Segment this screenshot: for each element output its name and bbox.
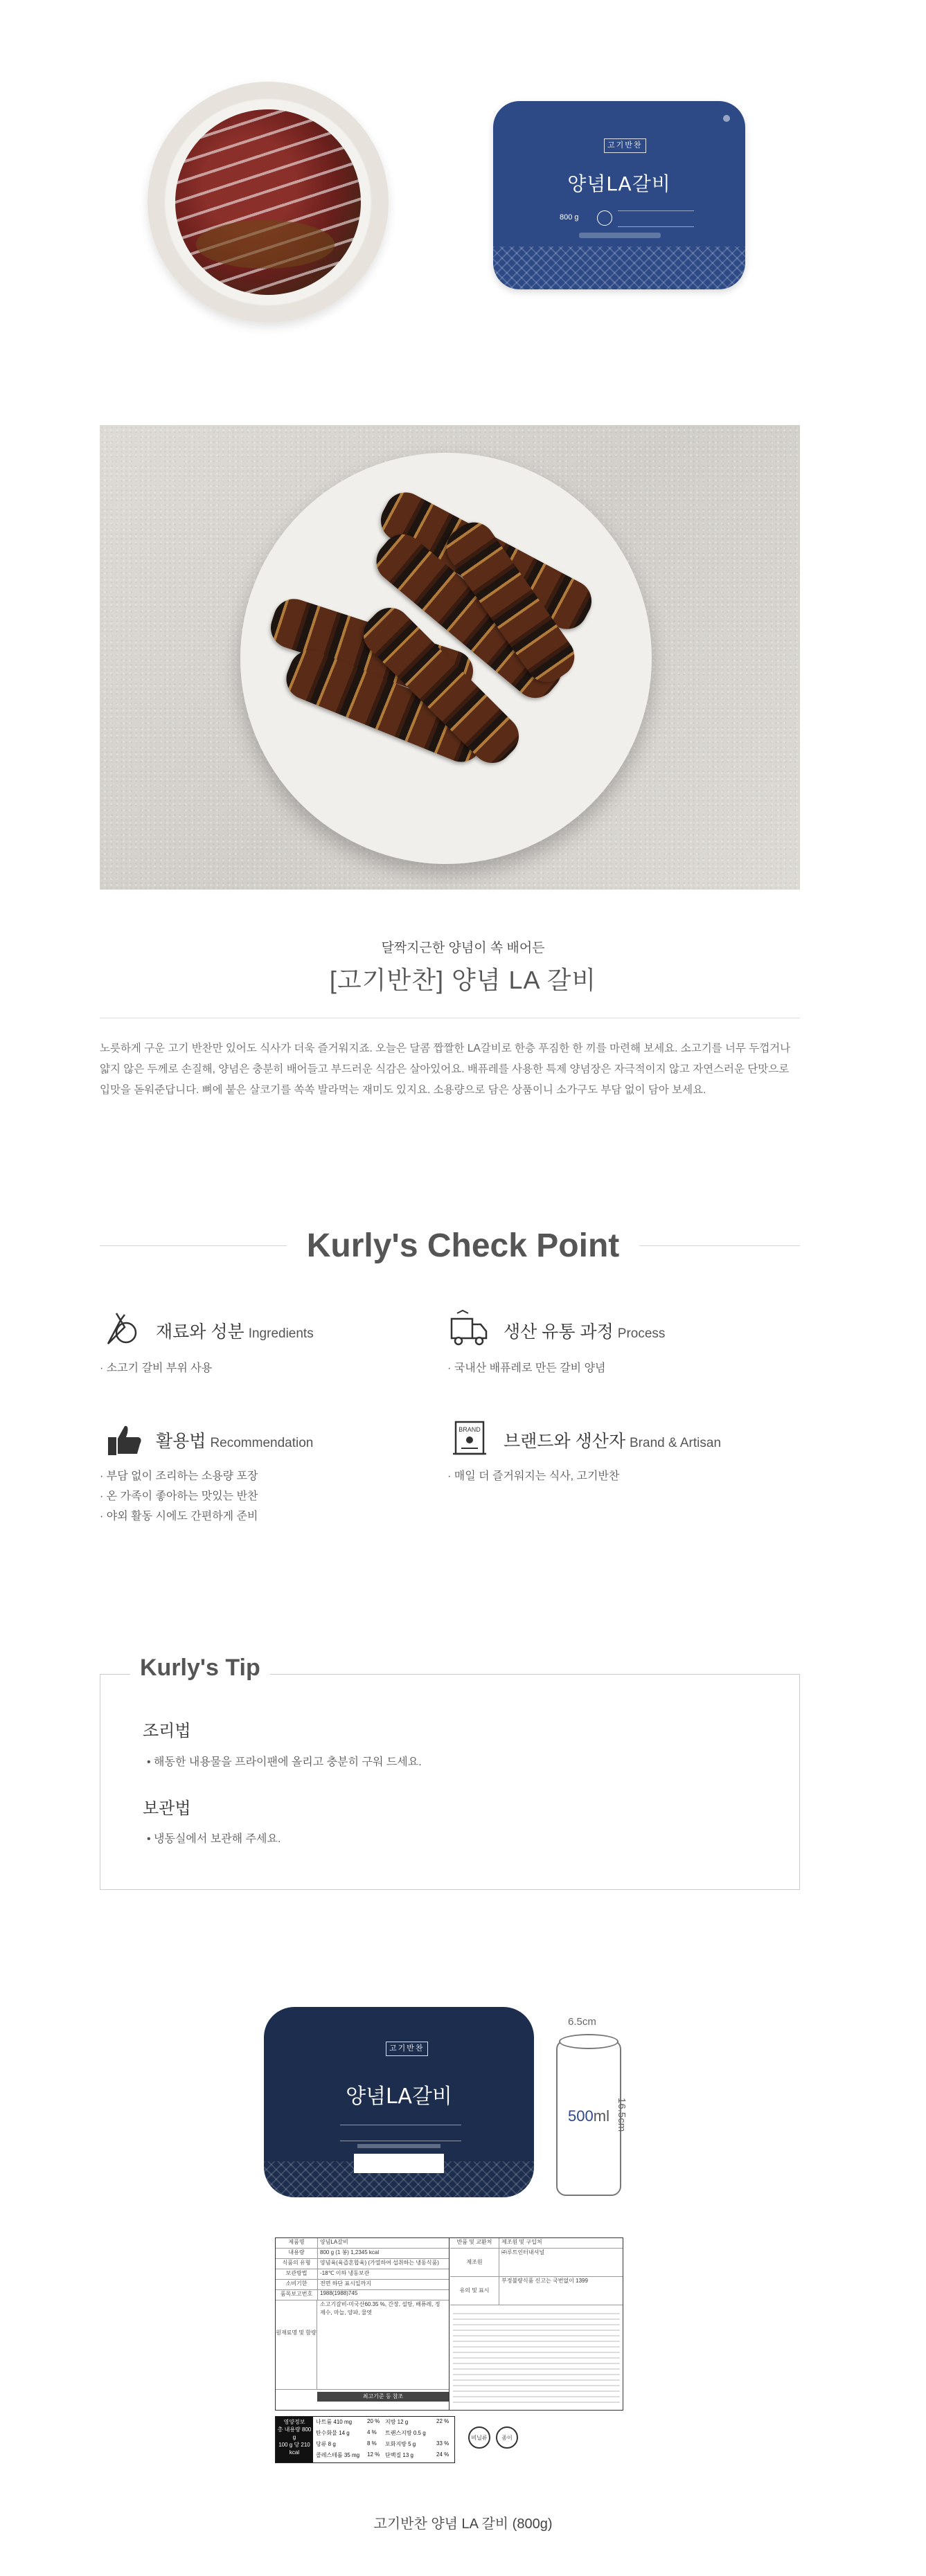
table-row xyxy=(276,2280,449,2290)
checkpoint-heading xyxy=(504,1318,665,1343)
nutrition-title: 영양정보 xyxy=(283,2419,305,2425)
product-title: [고기반찬] 양념 LA 갈비 xyxy=(329,966,597,994)
tip-heading-storage: 보관법 xyxy=(143,1799,191,1818)
recycle-label: 비닐류 xyxy=(471,2435,488,2441)
table-row xyxy=(276,2269,449,2280)
label-value: -18℃ 이하 냉동보관 xyxy=(320,2270,370,2276)
table-row xyxy=(450,2238,623,2249)
product-description: 노릇하게 구운 고기 반찬만 있어도 식사가 더욱 즐거워지죠. 오늘은 달콤 짭짤한 LA갈비로 한층 푸짐한 한 끼를 마련해 보세요. 소고기를 너무 두껍거나 얇지 않은 두께로 손질해, 양념은 충분히 배어들고 부드러운 식감은 살아있어요. 배퓨레를 사용한 특제 양념장은 자극적이지 않고 자연스러운 단맛으로 입맛을 돋워준답니다. 뼈에 붙은 살코기를 쏙쏙 발라먹는 재미도 있지요. 소용량으로 담은 상품이니 소가구도 부담 없이 담아 보세요. xyxy=(100,1043,791,1096)
checkpoint-heading-ko: 활용법 xyxy=(156,1432,206,1451)
tip-heading-cooking: 조리법 xyxy=(143,1722,191,1740)
label-key: 제조원 xyxy=(450,2249,499,2276)
nutrition-percent: 24 % xyxy=(436,2451,449,2458)
product-caption: 고기반찬 양념 LA 갈비 (800g) xyxy=(373,2516,553,2532)
checkpoint-list xyxy=(447,1466,619,1486)
label-value: 소고기갈비-미국산60.35 %, 간장, 설탕, 배퓨레, 정제수, 마늘, 양파, 물엿 xyxy=(320,2301,440,2316)
nutrition-item: 포화지방 5 g xyxy=(385,2441,416,2447)
nutrition-item: 단백질 13 g xyxy=(385,2452,413,2458)
can-height: 16.5cm xyxy=(616,2098,627,2132)
brand-logo-text: 고기반찬 xyxy=(389,2044,425,2053)
table-row xyxy=(276,2259,449,2269)
label-value: 800 g (1 봉) 1,2345 kcal xyxy=(320,2249,380,2255)
nutrition-percent: 8 % xyxy=(367,2440,377,2447)
table-row xyxy=(450,2277,623,2305)
label-key: 품목보고번호 xyxy=(276,2290,318,2300)
label-key: 유의 및 표시 xyxy=(450,2277,499,2305)
package-fine-print xyxy=(618,210,694,227)
checkpoint-heading-ko: 재료와 성분 xyxy=(156,1322,244,1342)
package-image xyxy=(493,101,745,289)
list-item: · 부담 없이 조리하는 소용량 포장 xyxy=(100,1470,258,1482)
checkpoint-heading xyxy=(504,1427,721,1452)
nutrition-item: 트랜스지방 0.5 g xyxy=(385,2430,426,2436)
list-item: · 국내산 배퓨레로 만든 갈비 양념 xyxy=(447,1362,606,1374)
table-row xyxy=(450,2249,623,2277)
table-row xyxy=(276,2300,449,2390)
recycle-label: 종이 xyxy=(501,2435,513,2441)
label-fine-print xyxy=(453,2309,620,2406)
nutrition-percent: 22 % xyxy=(436,2418,449,2424)
package-fine-print xyxy=(579,233,661,238)
nutrition-item: 지방 12 g xyxy=(385,2419,409,2425)
vegetable-icon xyxy=(100,1308,141,1349)
svg-text:BRAND: BRAND xyxy=(458,1426,481,1433)
nutrition-item: 나트륨 410 mg xyxy=(316,2419,353,2425)
checkpoint-heading-en: Ingredients xyxy=(248,1326,314,1341)
can-width: 6.5cm xyxy=(568,2016,596,2028)
label-value: 양념LA갈비 xyxy=(320,2239,348,2245)
product-subtitle: 달짝지근한 양념이 쏙 배어든 xyxy=(381,941,545,955)
brand-logo xyxy=(604,138,646,153)
thumbs-up-icon xyxy=(104,1419,145,1461)
label-key: 소비기한 xyxy=(276,2280,318,2289)
package-title: 양념LA갈비 xyxy=(567,172,671,195)
checkpoint-heading-en: Brand & Artisan xyxy=(630,1436,722,1450)
label-left-column xyxy=(276,2238,449,2410)
brand-logo xyxy=(386,2042,428,2056)
label-key: 제품명 xyxy=(276,2238,318,2248)
checkpoint-title: Kurly's Check Point xyxy=(306,1227,620,1264)
label-key: 식품의 유형 xyxy=(276,2259,318,2269)
checkpoint-heading-en: Process xyxy=(617,1326,666,1341)
nutrition-item: 탄수화물 14 g xyxy=(316,2430,350,2436)
package-dot xyxy=(723,115,730,122)
hero-photo xyxy=(100,425,800,890)
label-key: 원재료명 및 함량 xyxy=(276,2300,317,2389)
table-row xyxy=(276,2249,449,2259)
nutrition-table xyxy=(275,2416,455,2463)
table-row xyxy=(276,2238,449,2249)
can-volume-number: 500 xyxy=(568,2107,594,2125)
nutrition-percent: 20 % xyxy=(367,2418,380,2424)
checkpoint-heading xyxy=(156,1427,313,1452)
package-fine-print xyxy=(357,2144,440,2148)
delivery-truck-icon xyxy=(447,1308,489,1349)
label-value: 제조원 및 구입처 xyxy=(501,2239,542,2245)
label-right-column xyxy=(450,2238,623,2410)
checkpoint-list xyxy=(447,1358,605,1378)
checkpoint-heading-en: Recommendation xyxy=(210,1436,314,1450)
checkpoint-heading xyxy=(156,1318,314,1343)
tip-title: Kurly's Tip xyxy=(130,1655,270,1682)
table-row xyxy=(276,2290,449,2300)
label-value: 1988(1988)745 xyxy=(320,2290,358,2296)
nutrition-kcal: 100 g 당 210 kcal xyxy=(278,2442,310,2456)
label-value: 부정불량식품 신고는 국번없이 1399 xyxy=(501,2278,588,2284)
label-key: 반품 및 교환처 xyxy=(450,2238,499,2248)
package-front-image xyxy=(264,2007,534,2197)
checkpoint-list xyxy=(100,1466,258,1526)
certification-stamp-icon xyxy=(597,210,612,226)
brand-certificate-icon xyxy=(450,1418,492,1459)
brand-logo-text: 고기반찬 xyxy=(607,141,643,150)
tip-text-storage: • 냉동실에서 보관해 주세요. xyxy=(147,1833,281,1845)
can-volume xyxy=(556,2107,621,2125)
list-item: · 야외 활동 시에도 간편하게 준비 xyxy=(100,1511,258,1522)
label-key: 내용량 xyxy=(276,2249,318,2258)
label-value: 전면 하단 표시일까지 xyxy=(320,2280,371,2287)
nutrition-total: 총 내용량 800 g xyxy=(277,2426,312,2440)
label-key: 보관방법 xyxy=(276,2269,318,2279)
label-footer-note: 최고기준 등 참조 xyxy=(317,2392,449,2402)
recycle-vinyl-icon xyxy=(468,2426,490,2449)
package-weight: 800 g xyxy=(560,213,579,222)
label-value: 양념육(육즙혼합육) (가열하여 섭취하는 냉동식품) xyxy=(320,2260,439,2266)
nutrition-item: 콜레스테롤 35 mg xyxy=(316,2452,360,2458)
list-item: · 소고기 갈비 부위 사용 xyxy=(100,1362,213,1374)
label-value: ㈜루트인터내셔널 xyxy=(501,2249,545,2255)
package-pattern xyxy=(493,246,745,289)
can-volume-unit: ml xyxy=(593,2107,609,2125)
checkpoint-list xyxy=(100,1358,212,1378)
list-item: · 매일 더 즐거워지는 식사, 고기반찬 xyxy=(447,1470,620,1482)
marinade-sauce xyxy=(196,220,335,269)
package-fine-print xyxy=(340,2125,461,2141)
nutrition-percent: 12 % xyxy=(367,2451,380,2458)
nutrition-percent: 4 % xyxy=(367,2429,377,2435)
checkpoint-heading-ko: 브랜드와 생산자 xyxy=(504,1432,625,1451)
list-item: · 온 가족이 좋아하는 맛있는 반찬 xyxy=(100,1490,258,1502)
package-pattern xyxy=(264,2161,534,2197)
can-top xyxy=(559,2034,618,2049)
tip-text-cooking: • 해동한 내용물을 프라이팬에 올리고 충분히 구워 드세요. xyxy=(147,1756,422,1768)
hero-plate xyxy=(240,453,652,864)
nutrition-percent: 33 % xyxy=(436,2440,449,2447)
tip-box xyxy=(100,1674,800,1890)
package-title: 양념LA갈비 xyxy=(346,2084,452,2109)
checkpoint-heading-ko: 생산 유통 과정 xyxy=(504,1322,614,1342)
product-plate-image xyxy=(148,82,389,323)
nutrition-side xyxy=(276,2417,313,2462)
nutrition-item: 당류 8 g xyxy=(316,2441,336,2447)
recycle-paper-icon xyxy=(496,2426,518,2449)
product-label-table xyxy=(275,2237,623,2411)
